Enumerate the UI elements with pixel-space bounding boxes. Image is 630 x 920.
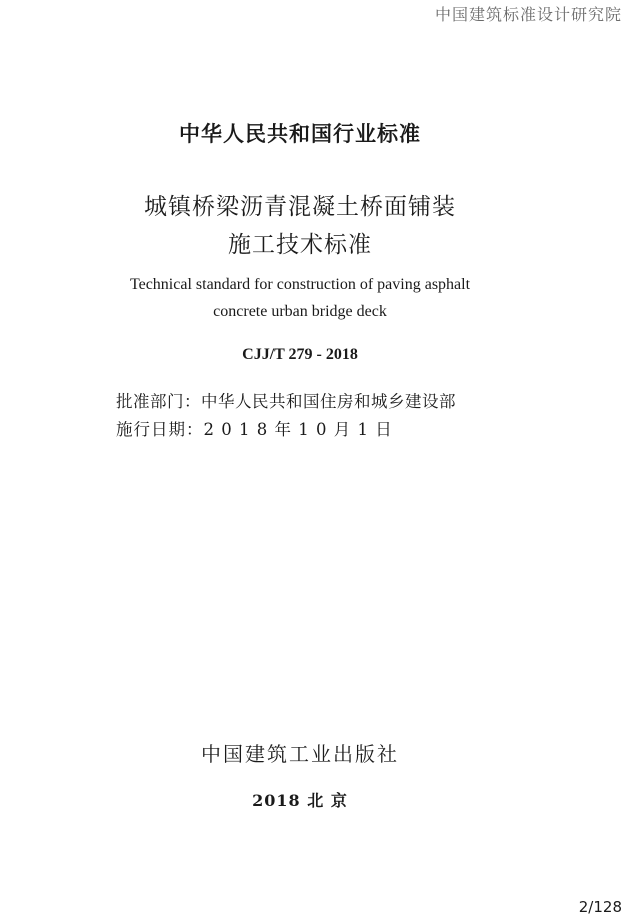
standard-category: 中华人民共和国行业标准 (179, 122, 421, 146)
approval-department: 批准部门：中华人民共和国住房和城乡建设部 (116, 392, 456, 411)
title-cn-line1: 城镇桥梁沥青混凝土桥面铺装 (144, 194, 456, 220)
title-cn-line2: 施工技术标准 (228, 232, 372, 258)
publication-date-place: 2018 北 京 (252, 791, 348, 810)
standard-code: CJJ/T 279 - 2018 (242, 346, 358, 363)
publisher-name: 中国建筑工业出版社 (201, 742, 399, 766)
watermark-text: 中国建筑标准设计研究院 (434, 5, 622, 24)
effective-date: 施行日期：2 0 1 8 年 1 0 月 1 日 (116, 420, 393, 439)
page-indicator: 2/128 (578, 898, 622, 916)
title-en-line1: Technical standard for construction of paving asphalt (129, 276, 471, 293)
title-en-line2: concrete urban bridge deck (213, 303, 387, 320)
